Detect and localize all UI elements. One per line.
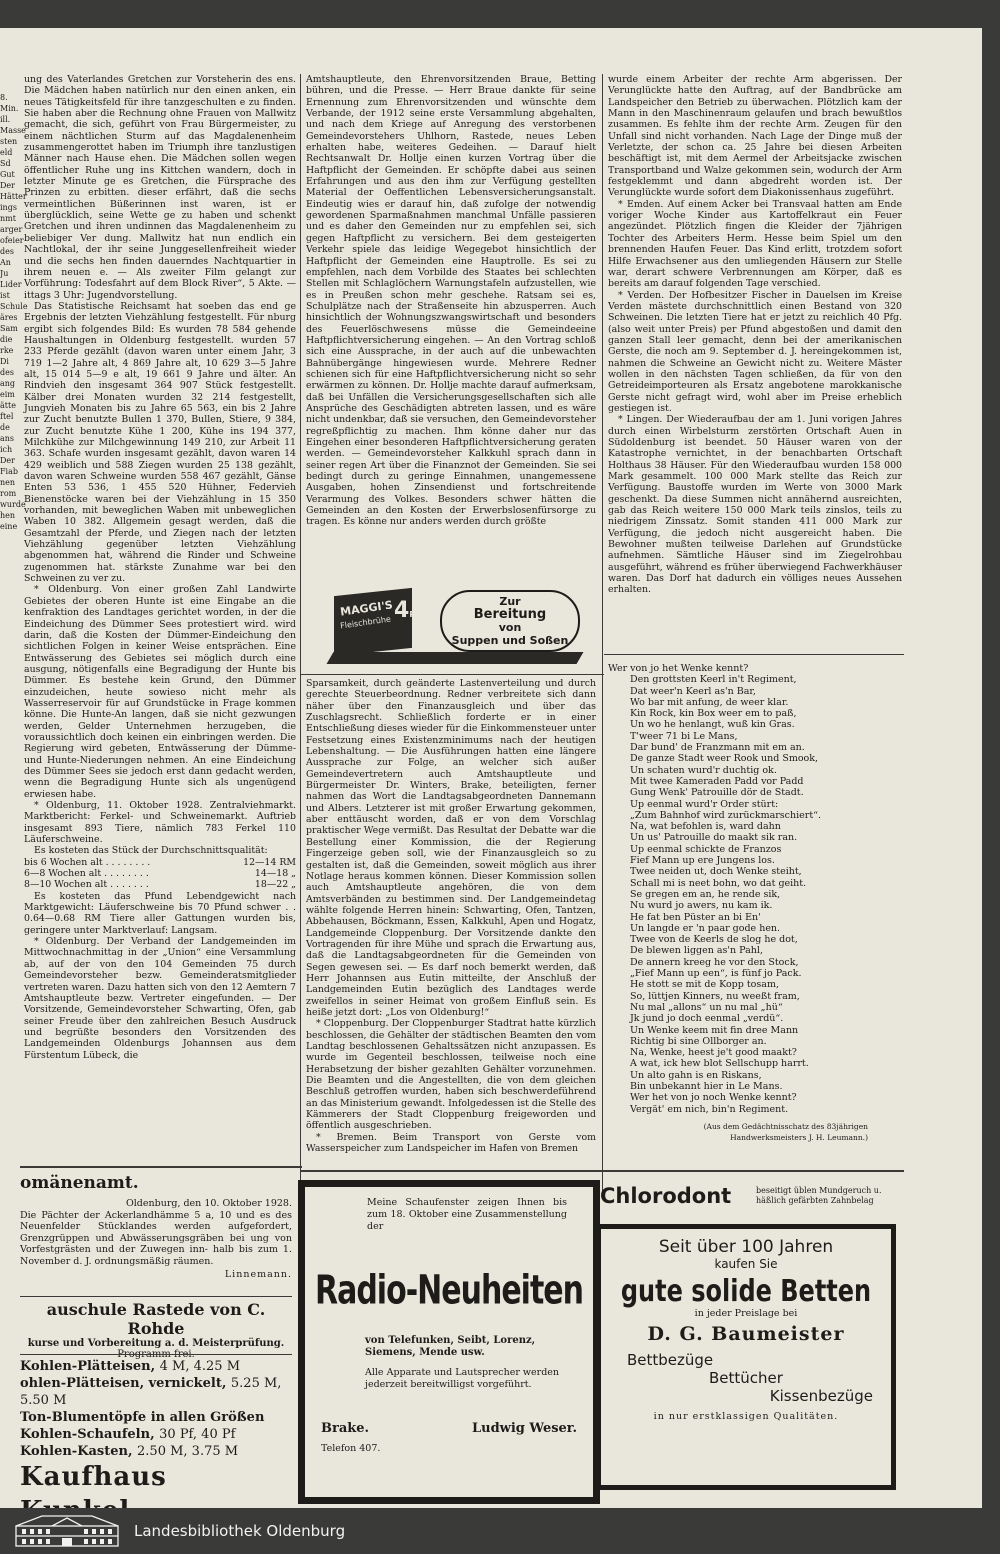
article-cloppenburg: * Cloppenburg. Der Cloppenburger Stadtrat hatte kürzlich beschlossen, die Gehälter der städtischen Beamten den vom Landtag beschlossenen Gehaltssätzen nicht anzupassen. Es wurde im Gegenteil beschlossen, teilweise noch eine Herabsetzung der bisher gezahlten Gehälter vorzunehmen. Die Beamten und die Angestellten, die von dem gleichen Beschluß getroffen wurden, haben sich beschwerdeführend an das Ministerium gewandt. Infolgedessen ist die Stelle des Kämmerers der Stadt Cloppenburg freigeworden und öffentlich ausgeschrieben. bbox=[306, 1018, 596, 1132]
column-rule bbox=[300, 74, 301, 1194]
notice-signature: Linnemann. bbox=[224, 1269, 292, 1280]
radio-merchant: Ludwig Weser. bbox=[471, 1421, 577, 1436]
chlorodont-brand: Chlorodont bbox=[600, 1184, 732, 1208]
maggi-shadow bbox=[327, 652, 584, 664]
maggi-advertisement bbox=[330, 588, 580, 668]
radio-advertisement bbox=[298, 1180, 600, 1504]
radio-note: Alle Apparate und Lautsprecher werden jederzeit bereitwilligst vorgeführt. bbox=[365, 1367, 560, 1390]
article-text: wurde einem Arbeiter der rechte Arm abgerissen. Der Verunglückte hatte den Auftrag, auf der Bandbrücke am Landspeicher den Betrieb zu überwachen. Plötzlich kam der Mann in den Maschinenraum gelaufen und brach bewußtlos zusammen. Es fehlte ihm der rechte Arm. Zeugen für den Unfall sind nicht vorhanden. Nach Lage der Dinge muß der Verletzte, der schon ca. 25 Jahre bei diesen Arbeiten beschäftigt ist, mit dem Aermel der Arbeitsjacke zwischen Transportband und Walze gekommen sein, wodurch der Arm festgeklemmt und dann abgedreht worden ist. Der Verunglückte wurde sofort dem Diakonissenhaus zugeführt. bbox=[608, 74, 902, 199]
rohde-advertisement bbox=[20, 1300, 292, 1349]
price-label: 8—10 Wochen alt . . . . . . . bbox=[24, 879, 149, 891]
rule bbox=[20, 1166, 302, 1168]
rule bbox=[300, 1170, 904, 1172]
rule bbox=[20, 1296, 292, 1297]
rule bbox=[300, 674, 604, 675]
library-footer bbox=[0, 1508, 1000, 1554]
betten-line2: kaufen Sie bbox=[714, 1257, 778, 1271]
price-heading: Es kosteten das Stück der Durchschnittsqualität: bbox=[34, 845, 268, 857]
betten-line1: Seit über 100 Jahren bbox=[658, 1237, 834, 1257]
article-text: Es kosteten das Pfund Lebendgewicht nach Marktgewicht: Läuferschweine bis 70 Pfund schwer . . 0.64—0.68 RM Tiere aller Gattungen wurden bis, geringere unter Marktverlauf: Langsam. bbox=[24, 890, 296, 936]
betten-name: D. G. Baumeister bbox=[647, 1323, 845, 1345]
column-2-top bbox=[306, 74, 596, 582]
cut-column-fragment: 8. Min. ill. Masse sten eld Sd Gut Der Hätter ings nmt arger ofeier des An Ju Lider ist Schule äres Sam die rke Di des ang eim ätte ftel de ans ich Der Fiab nen rom wurde hen eine bbox=[0, 93, 28, 531]
betten-item: Bettbezüge bbox=[627, 1351, 714, 1369]
rohde-title: auschule Rastede von C. Rohde bbox=[46, 1300, 266, 1338]
kunkel-item: Kohlen-Plätteisen, 4 M, 4.25 M bbox=[20, 1359, 241, 1374]
betten-item: Kissenbezüge bbox=[769, 1387, 873, 1405]
column-3 bbox=[608, 74, 902, 656]
dialect-poem: Wer von jo het Wenke kennt? Den grottsten Keerl in't Regiment, Dat weer'n Keerl as'n Bar, Wo bar mit anfung, de weer klar. Kin Rock, kin Box weer em to paß, Un wo he henlangt, wuß kin Gras. T'weer 71 bi Le Mans, Dar bund' de Franzmann mit em an. De ganze Stadt weer Rook und Smook, Un schaten wurd'r duchtig ok. Mit twee Kameraden Padd vor Padd Gung Wenk' Patrouille dör de Stadt. Up eenmal wurd'r Order stürt: „Zum Bahnhof wird zurückmarschiert“. Na, wat befohlen is, ward dahn Un us' Patrouille do maakt sik ran. Up eenmal schickte de Franzos Fief Mann up ere Jungens los. Twee neiden ut, doch Wenke steiht, Schall mi is neet bohn, wo dat geiht. Se gregen em an, he rende sik, Nu wurd jo awers, nu kam ik. He fat ben Püster an bi En' Un langde er 'n paar gode hen. Twee von de Keerls de slog he dot, De blewen liggen as'n Pahl, De annern kreeg he vor den Stock, „Fief Mann up een“, is fünf jo Pack. He stott se mit de Kopp tosam, So, lüttjen Kinners, nu weeßt fram, Nu mal „allons“ un nu mal „hü“ Jk jund jo doch eenmal „verdü“. Un Wenke keem mit fin dree Mann Richtig bi sine Ollborger an. Na, Wenke, heest je't good maakt? A wat, ick hew blot Sellschupp harrt. Un alto gahn is en Riskans, Bin unbekannt hier in Le Mans. Wer het von jo noch Wenke kennt? Vergät' em nich, bin'n Regiment. (Aus dem Gedächtnisschatz des 83jährigen Handwerksmeisters J. H. Leumann.) bbox=[608, 663, 868, 1143]
price-label: 6—8 Wochen alt . . . . . . . . bbox=[24, 868, 149, 880]
price-row bbox=[24, 857, 296, 868]
radio-brands: von Telefunken, Seibt, Lorenz, Siemens, Mende usw. bbox=[365, 1335, 536, 1358]
kunkel-item: Kohlen-Schaufeln, 30 Pf, 40 Pf bbox=[20, 1427, 236, 1442]
betten-line4: in jeder Preislage bei bbox=[694, 1308, 798, 1319]
price-label: bis 6 Wochen alt . . . . . . . . bbox=[24, 856, 151, 868]
article-bremen: * Bremen. Beim Transport von Gerste vom Wasserspeicher zum Landspeicher im Hafen von Bremen bbox=[306, 1131, 596, 1155]
article-viehmarkt: * Oldenburg, 11. Oktober 1928. Zentralviehmarkt. Marktbericht: Ferkel- und Schweinemarkt. Auftrieb insgesamt 893 Tiere, nämlich 783 Ferkel 110 Läuferschweine. bbox=[24, 800, 296, 846]
betten-footer: in nur erstklassigen Qualitäten. bbox=[653, 1411, 839, 1422]
notice-text: Die Pächter der Ackerlandhämme 5 a, 10 und es des Neuenfelder Stücklandes werden aufgefordert, Grenzgrüppen und Abwässerungsgräben bei ung von Vorfestgrästen und der Zuwegen inn- halb bis zum 1. November d. J. ordnungsmäßig räumen. bbox=[20, 1209, 292, 1267]
kunkel-item: Kohlen-Kasten, 2.50 M, 3.75 M bbox=[20, 1444, 239, 1459]
radio-headline: Radio-Neuheiten bbox=[314, 1266, 583, 1315]
article-verden: * Verden. Der Hofbesitzer Fischer in Dauelsen im Kreise Verden mästete durchschnittlich einen Bestand von 320 Schweinen. Die letzten Tiere hat er jetzt zu reichlich 40 Pfg. (also weit unter Preis) per Pfund abgestoßen und damit den ganzen Stall leer gemacht, denn bei der amerikanischen Gerste, die noch am 9. September d. J. hereingekommen ist, nahmen die Schweine an Gewicht nicht zu. Weitere Mäster wollen in den nächsten Tagen schließen, da für von den Getreideimporteuren als Ersatz angebotene marokkanische Gerste nicht gefragt wird, wohl aber im Preise erheblich gestiegen ist. bbox=[608, 289, 902, 414]
article-text: Sparsamkeit, durch geänderte Lastenverteilung und durch gerechte Steuerbeordnung. Redner verbreitete sich dann näher über den Finanzausgleich und über das Zuschlagsrecht. Schließlich forderte er in einer Entschließung dieses wieder für die Einkommensteuer unter Festsetzung eines Existenzminimums nach der heutigen Lebenshaltung. — Die Ausführungen hatten eine längere Aussprache zur Folge, an welcher sich außer Gemeindevertretern auch Amtshauptleute und Bürgermeister Dr. Winters, Brake, beteiligten, ferner nahmen das Wort die Landtagsabgeordneten Dannemann und Albers. Letzterer ist mit großer Erwartung gekommen, aber enttäuscht worden, daß er von dem Vorschlag praktischer Wege vermißt. Das Resultat der Debatte war die Bestellung einer Kommission, die der Regierung Fingerzeige geben soll, wie der Finanzausgleich so zu gestalten ist, daß die Gemeinden, soweit möglich aus ihrer Notlage heraus kommen können. Dieser Kommission sollen auch Amtshauptleute angehören, die von dem Amtsverbänden zu bestimmen sind. Der Landgemeindetag wählte folgende Herren hinein: Schwarting, Ofen, Tantzen, Abbehausen, Böckmann, Essen, Kalkkuhl, Apen und Hogatz, Landgemeinde Cloppenburg. Der Vorsitzende dankte den Vortragenden für ihre Mühe und sprach die Erwartung aus, daß die Landtagsabgeordneten für die Gemeinden von Segen gewesen sei. — Es darf noch bemerkt werden, daß Herr Johannsen aus Eutin mitteilte, der Anschluß der Landgemeinden Eutin bezüglich des Landtages werde zweifellos in seiner Heimat von großem Einfluß sein. Es heiße jetzt dort: „Los von Oldenburg!“ bbox=[306, 678, 597, 1018]
article-oldenburg-dummer: * Oldenburg. Von einer großen Zahl Landwirte Gebietes der oberen Hunte ist eine Eingabe an die kenfraktion des Landtages gerichtet worden, in der die Eindeichung des Dümmer Sees protestiert wird. wird darin, daß die Kosten der Dümmer-Eindeichung den sichtlichen Folgen in keiner Weise entsprächen. Eine Entwässerung des Gebietes sei möglich durch eine ausgung, nötigenfalls eine Begradigung der Hunte bis Dümmer. Es bestehe kein Grund, den Dümmer einzudeichen, heute sowieso nicht mehr als Wasserreservoir für auf Grundstücke in Frage kommen könne. Die Hunte-An langen, daß sie nicht gezwungen werden, Gelder Unternehmen herzugeben, die voraussichtlich doch keinen ein einbringen werden. Die Regierung wird gebeten, Entwässerung der Dümme- und Hunte-Niederungen nehmen. An eine Eindeichung des Dümmer Sees sie jedoch erst dann gedacht werden, wenn die Begradigung Hunte sich als ungenügend erwiesen habe. bbox=[24, 584, 296, 800]
kunkel-item: Ton-Blumentöpfe in allen Größen bbox=[20, 1410, 265, 1425]
radio-phone: Telefon 407. bbox=[321, 1443, 381, 1454]
price-value: 14—18 „ bbox=[254, 868, 296, 880]
article-text: ung des Vaterlandes Gretchen zur Vorsteherin des ens. Die Mädchen haben natürlich nur den einen anken, ein neues Tätigkeitsfeld für ihre tanzgeschulten e zu finden. Sie haben aber die Rechnung ohne Frauen von Mallwitz gemacht, die sich, geführt von Frau Bürgermeister, zu einem nächtlichen Sturm auf das Magdalenenheim zusammengerottet haben im Triumph ihre tanzlustigen Männer nach Hause ehen. Die Mädchen sollen wegen öffentlicher Ruhe ung ins Kittchen wandern, doch in letzter Minute ge es Gretchen, die Fürsprache des Prinzen zu erbitten. dieser erfährt, daß die sechs vermeintlichen Büßerinnen inst waren, ist er überglücklich, seine Wette ge zu haben und schenkt Gretchen und ihren undinnen das Magdalenenheim zu beliebiger Ver dung. Mallwitz hat nun endlich ein Nachtlokal, der ihr seine Junggesellenfreiheit wieder und die sechs hen finden dauerndes Nachtquartier in ihrem neuen e. — Als zweiter Film gelangt zur Vorführung: Todesfahrt auf dem Block River“, 5 Akte. — ittags 3 Uhr: Jugendvorstellung. bbox=[24, 74, 296, 301]
newspaper-page bbox=[0, 28, 982, 1508]
domaenenamt-notice bbox=[20, 1172, 292, 1312]
library-building-icon bbox=[12, 1512, 122, 1550]
price-row bbox=[24, 868, 296, 879]
library-name: Landesbibliothek Oldenburg bbox=[134, 1522, 346, 1540]
rule bbox=[20, 1354, 292, 1355]
kunkel-item: ohlen-Plätteisen, vernickelt, 5.25 M, 5.50 M bbox=[20, 1376, 282, 1408]
article-lingen: * Lingen. Der Wiederaufbau der am 1. Juni vorigen Jahres durch einen Wirbelsturm zerstörten Ortschaft Auen in Südoldenburg ist beendet. 50 Häuser waren von der Katastrophe vernichtet, in der benachbarten Ortschaft Holthaus 38 Häuser. Für den Wiederaufbau wurden 158 000 Mark gesammelt. 100 000 Mark stellte das Reich zur Verfügung. Baustoffe wurden im Werte von 3000 Mark geschenkt. Da diese Summen nicht annähernd ausreichten, gab das Reich weitere 150 000 Mark teils zinslos, teils zu niedrigem Zinssatz. Somit standen 411 000 Mark zur Verfügung, die jedoch nicht ausgereicht haben. Die Bewohner mußten teilweise Darlehen auf Grundstücke aufnehmen. Sämtliche Häuser sind im Ziegelrohbau ausgeführt, während es früher überwiegend Fachwerkhäuser waren. Das Dorf hat dadurch ein völliges neues Aussehen erhalten. bbox=[608, 414, 902, 596]
notice-date: Oldenburg, den 10. Oktober 1928. bbox=[125, 1198, 292, 1209]
betten-advertisement bbox=[596, 1224, 896, 1490]
rohde-sub: kurse und Vorbereitung a. d. Meisterprüfung. bbox=[27, 1338, 285, 1349]
radio-intro: Meine Schaufenster zeigen Ihnen bis zum 18. Oktober eine Zusammenstellung der bbox=[367, 1197, 567, 1232]
kunkel-advertisement bbox=[20, 1358, 292, 1498]
notice-title: omänenamt. bbox=[20, 1173, 139, 1193]
poem-source: (Aus dem Gedächtnisschatz des 83jährigen Handwerksmeisters J. H. Leumann.) bbox=[703, 1121, 868, 1143]
betten-item: Bettücher bbox=[709, 1369, 783, 1387]
betten-line3: gute solide Betten bbox=[620, 1273, 872, 1309]
kunkel-name: Kaufhaus bbox=[20, 1462, 167, 1492]
price-value: 18—22 „ bbox=[254, 879, 296, 891]
maggi-product: Fleischbrühe bbox=[339, 614, 392, 631]
maggi-price: 4Pf bbox=[394, 598, 419, 623]
radio-city: Brake. bbox=[321, 1421, 370, 1436]
chlorodont-tagline: beseitigt üblen Mundgeruch u. häßlich gefärbten Zahnbelag bbox=[756, 1186, 882, 1205]
column-1 bbox=[24, 74, 296, 1184]
price-value: 12—14 RM bbox=[243, 856, 296, 868]
maggi-brand: MAGGI'S bbox=[339, 598, 394, 619]
column-rule bbox=[602, 74, 603, 1194]
price-row bbox=[24, 879, 296, 890]
article-landgemeinden: * Oldenburg. Der Verband der Landgemeinden im Mittwochnachmittag in der „Union“ eine Versammlung ab, auf der von den 104 Gemeinden 75 durch Gemeindevorsteher bezw. Gemeinderatsmitglieder vertreten waren. Dazu hatten sich von den 12 Aemtern 7 Amtshauptleute bezw. Vertreter eingefunden. — Der Vorsitzende, Gemeindevorsteher Schwarting, Ofen, gab seiner Freude über den zahlreichen Besuch Ausdruck und begrüßte besonders den Vorsitzenden des Landgemeinden Oldenburgs Johannsen aus dem Fürstentum Lübeck, die bbox=[24, 936, 296, 1061]
article-emden: * Emden. Auf einem Acker bei Transvaal hatten am Ende voriger Woche Kinder aus Kartoffelkraut ein Feuer angezündet. Plötzlich fingen die Kleider der 7jährigen Tochter des Arbeiters Herm. Hesse beim Spiel um den brennenden Haufen Feuer. Das Kind erlitt, trotzdem sofort Hilfe Erwachsener aus den umliegenden Häusern zur Stelle war, derart schwere Verbrennungen am Körper, daß es bereits am darauf folgenden Tage verschied. bbox=[608, 198, 902, 290]
chlorodont-advertisement bbox=[600, 1180, 904, 1216]
article-text: Das Statistische Reichsamt hat soeben das end ge Ergebnis der letzten Viehzählung festgestellt. Für nburg ergibt sich folgendes Bild: Es wurden 78 584 gehende Haushaltungen in Oldenburg festgestellt. wurden 57 233 Pferde gezählt (davon waren unter einem Jahr, 3 719 1—2 Jahre alt, 4 869 Jahre alt, 10 629 3—5 Jahre alt, 15 014 5—9 e alt, 19 661 9 Jahre und älter. An Rindvieh den insgesamt 364 907 Stück festgestellt. Kälber drei Monaten wurden 32 214 festgestellt, Jungvieh Monaten bis zu Jahre 65 563, ein bis 2 Jahre zur Zucht benutzte Bullen 1 370, Bullen, Stiere, 9 384, zur Zucht benutzte Kühe 1 200, Kühe ins 194 377, Milchkühe zur Milchgewinnung 149 210, zur Arbeit 11 363. Schafe wurden insgesamt gezählt, davon waren 14 429 weiblich und 588 Ziegen wurden 25 138 gezählt, davon waren Schweine wurden 558 467 gezählt, Gänse Enten 53 536, 1 455 520 Hühner, Federvieh Bienenstöcke waren bei der Viehzählung in 15 350 vorhanden, mit beweglichen Waben mit unbeweglichen Waben 10 382. Allgemein gesagt werden, daß die Gesamtzahl der Pferde, und Ziegen nach der letzten Viehzählung gegenüber letzten Viehzählung abgenommen hat, während die Rinder und Schweine zugenommen hat. stärkste Zunahme war bei den Schweinen zu ver zu. bbox=[24, 300, 296, 585]
column-2-lower bbox=[306, 678, 596, 1186]
article-text: Amtshauptleute, den Ehrenvorsitzenden Braue, Betting bühren, und die Presse. — Herr Braue dankte für seine Ernennung zum Ehrenvorsitzenden und wünschte dem Verbande, der 1912 seine erste Versammlung abgehalten, und nach dem Kriege auf Anregung des verstorbenen Gemeindevorstehers Uhlhorn, Rastede, neues Leben erhalten habe, weiteres Gedeihen. — Darauf hielt Rechtsanwalt Dr. Hollje einen kurzen Vortrag über die Haftpflicht der Gemeinden. Er schöpfte dabei aus seinen Erfahrungen und aus den ihm zur Verfügung gestellten Material der Oeffentlichen Lebensversicherungsanstalt. Eindeutig wies er darauf hin, daß zufolge der notwendig gewordenen Sparmaßnahmen manchmal Unfälle passieren und es daher den Gemeinden nur zu empfehlen sei, sich gegen Haftpflicht zu versichern. Bei dem gesteigerten Verkehr spiele das leidige Wegegebot hinsichtlich der Haftpflicht der Gemeinden eine Hauptrolle. Es sei zu empfehlen, nach dem Vorbilde des Staates bei schlechten Stellen mit Schlaglöchern Warnungstafeln aufzustellen, wie es in Preußen schon mehr geschehe. Ratsam sei es, Schulplätze nach der Straßenseite hin abzusperren. Auch hinsichtlich der Wohnungszwangswirtschaft und besonders des Feuerlöschwesens müsse die Gemeindeeine Haftpflichtversicherung eingehen. — An den Vortrag schloß sich eine Aussprache, in der auch auf die unbewachten Bahnübergänge hingewiesen wurde. Mehrere Redner schienen sich für eine Haftpflichtversicherung nicht so sehr erwärmen zu können. Dr. Hollje machte darauf aufmerksam, daß bei Unfällen die Versicherungsgesellschaften sich alle Ansprüche des Geschädigten abtreten lassen, und es wäre nicht undenkbar, daß sie versuchen, den Gemeindevorsteher regreßpflichtig zu machen. Ihm könne daher nur das Eingehen einer besonderen Haftpflichtversicherung geraten werden. — Gemeindevorsteher Kalkkuhl sprach dann in seiner regen Art über die Finanznot der Gemeinden. Sie sei bedingt durch zu geringe Einnahmen, unangemessene Ausgaben, hohen Zinsendienst und fortschreitende Verarmung des Volkes. Besonders schwer hätten die Gemeinden an den Kosten der Erwerbslosenfürsorge zu tragen. Es könne nur anders werden durch größte bbox=[306, 74, 596, 528]
maggi-slogan: Zur Bereitung von Suppen und Soßen bbox=[440, 590, 580, 652]
rule bbox=[604, 654, 904, 655]
